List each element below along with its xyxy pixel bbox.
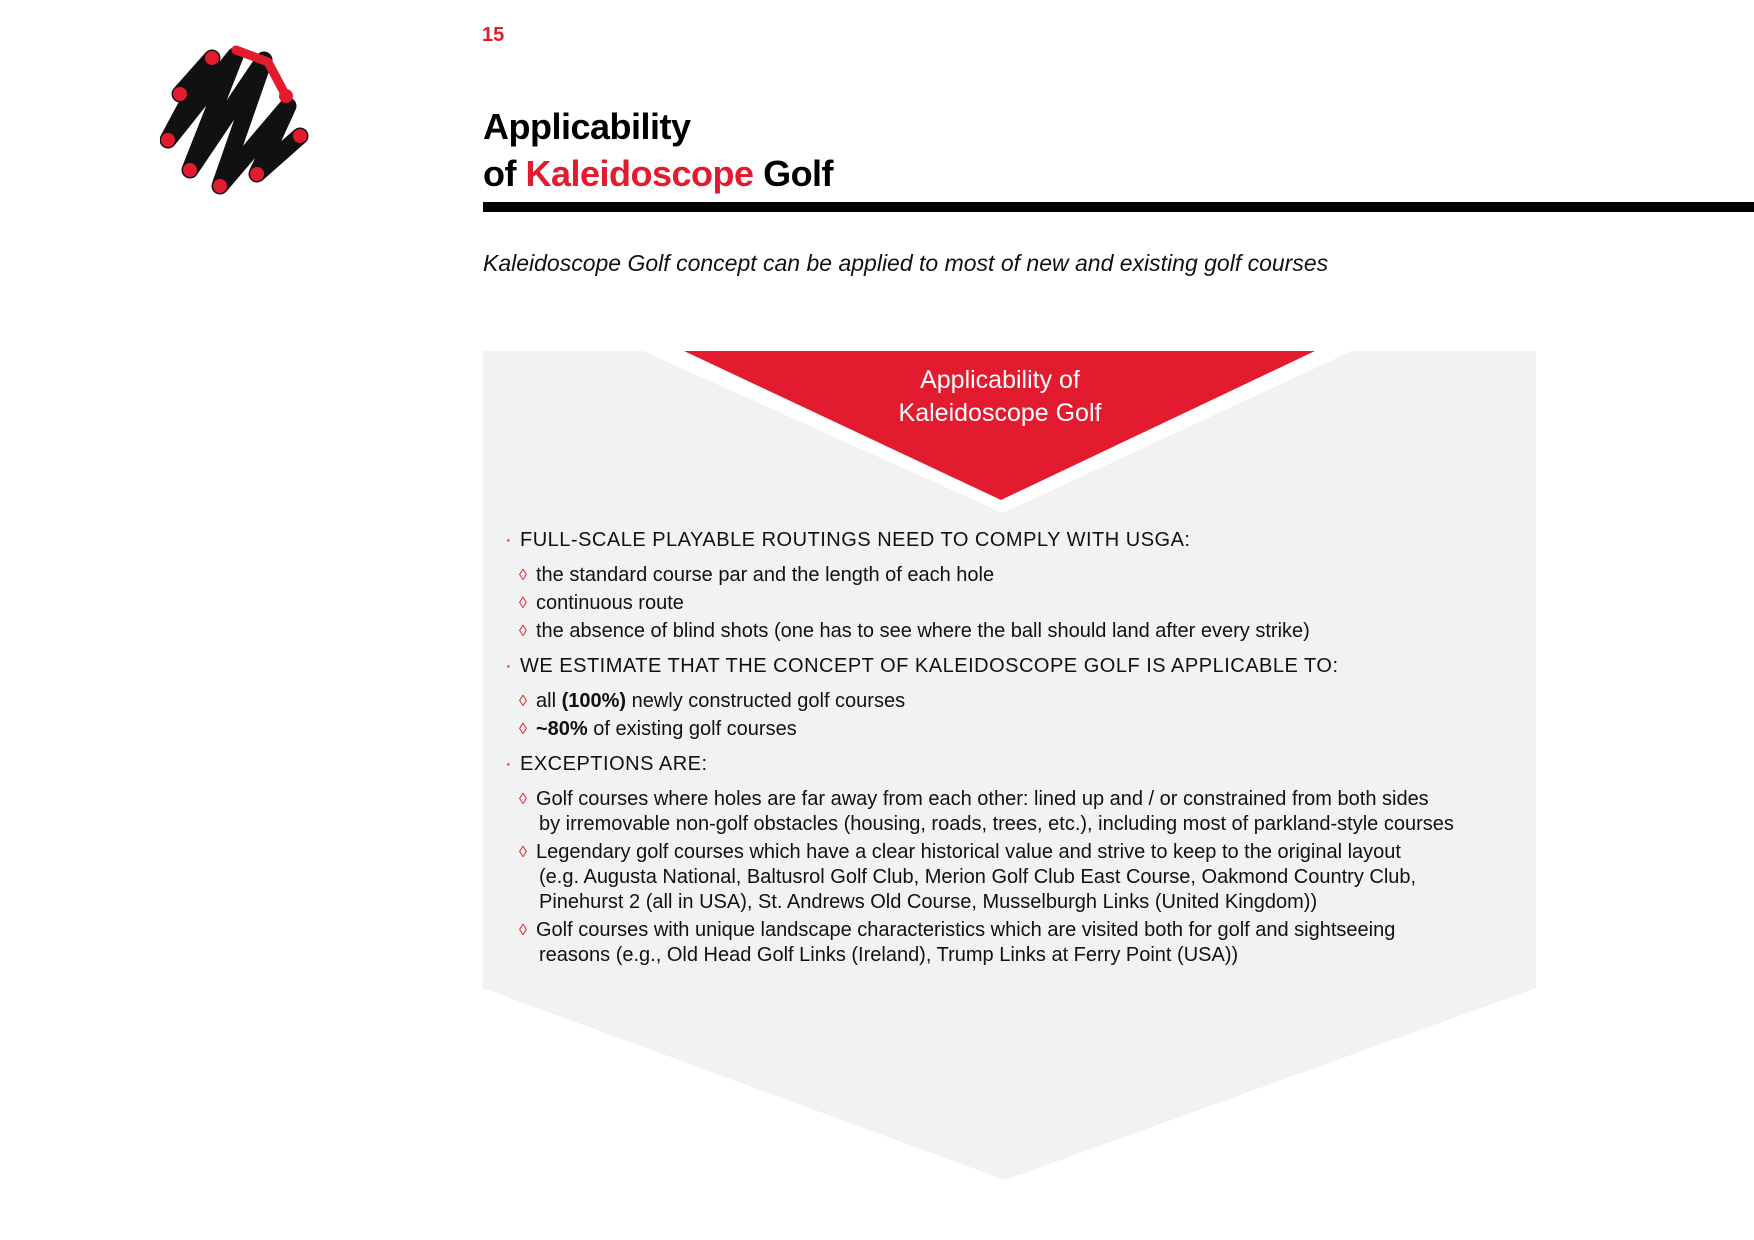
diamond-bullet-icon: ◊ [519, 844, 527, 861]
list-item: ◊ Legendary golf courses which have a clear historical value and strive to keep to the original layout (e.g. Augusta National, Baltusrol Golf Club, Merion Golf Club East Course, Oakmond Country Club, Pinehurst 2 (all in USA), St. Andrews Old Course, Musselburgh Links (United Kingdom)) [519, 841, 1417, 913]
exceptions-list [505, 787, 1515, 968]
section-heading-usga: · FULL-SCALE PLAYABLE ROUTINGS NEED TO COMPLY WITH USGA: [505, 526, 1515, 554]
page-subtitle: Kaleidoscope Golf concept can be applied to most of new and existing golf courses [483, 250, 1329, 276]
title-line1: Applicability [483, 106, 691, 147]
banner-title [800, 364, 1200, 430]
diamond-bullet-icon: ◊ [519, 721, 527, 738]
banner-title-line1: Applicability of [920, 366, 1080, 394]
bullet-dot-icon: · [505, 655, 513, 677]
list-item: ◊ ~80% of existing golf courses [519, 718, 797, 740]
title-line2-suffix: Golf [753, 153, 834, 194]
diamond-bullet-icon: ◊ [519, 623, 527, 640]
bullet-dot-icon: · [505, 529, 513, 551]
bullet-dot-icon: · [505, 753, 513, 775]
estimate-list [505, 689, 1515, 742]
diamond-bullet-icon: ◊ [519, 567, 527, 584]
section-heading-exceptions: · EXCEPTIONS ARE: [505, 750, 1515, 778]
list-item: ◊ all (100%) newly constructed golf courses [519, 690, 906, 712]
list-item: ◊ continuous route [519, 592, 684, 614]
banner-title-line2: Kaleidoscope Golf [898, 399, 1102, 427]
list-item: ◊ the absence of blind shots (one has to see where the ball should land after every strike) [519, 620, 1310, 642]
diamond-bullet-icon: ◊ [519, 595, 527, 612]
title-line2-prefix: of [483, 153, 526, 194]
title-accent-word: Kaleidoscope [525, 153, 754, 194]
list-item: ◊ the standard course par and the length of each hole [519, 564, 995, 586]
page-number: 15 [482, 24, 505, 46]
diamond-bullet-icon: ◊ [519, 791, 527, 808]
usga-requirements-list [505, 563, 1515, 644]
applicability-list [505, 526, 1515, 976]
diamond-bullet-icon: ◊ [519, 693, 527, 710]
diamond-bullet-icon: ◊ [519, 922, 527, 939]
list-item: ◊ Golf courses with unique landscape characteristics which are visited both for golf and sightseeing reasons (e.g., Old Head Golf Links (Ireland), Trump Links at Ferry Point (USA)) [519, 919, 1396, 966]
section-heading-estimate: · WE ESTIMATE THAT THE CONCEPT OF KALEIDOSCOPE GOLF IS APPLICABLE TO: [505, 652, 1515, 680]
list-item: ◊ Golf courses where holes are far away from each other: lined up and / or constrained from both sides by irremovable non-golf obstacles (housing, roads, trees, etc.), including most of parkland-style courses [519, 788, 1454, 835]
